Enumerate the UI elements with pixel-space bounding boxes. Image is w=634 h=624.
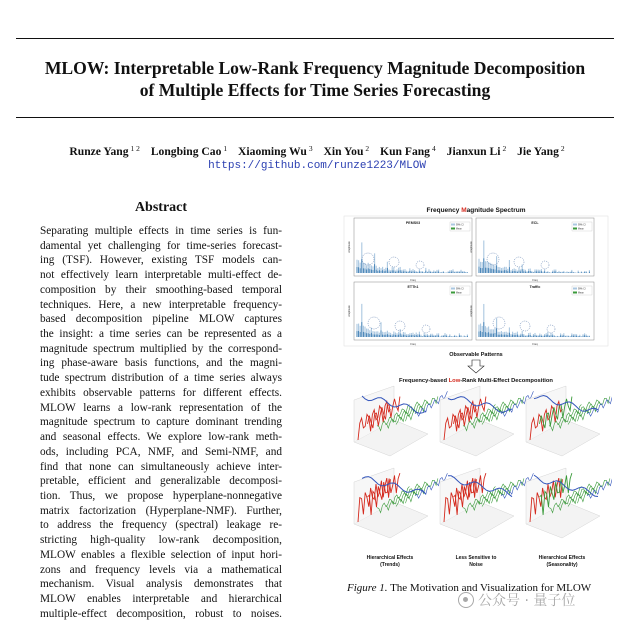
observable-patterns-label: Observable Patterns: [449, 352, 503, 358]
spectrum-title-part: Frequency: [426, 207, 462, 214]
legend-label: Mean: [456, 228, 462, 231]
abstract-line: find that none can simultaneously achieve inter-: [40, 460, 282, 473]
effect-label: Hierarchical Effects: [366, 555, 414, 561]
abstract-line: not effectively learn interpretable multi-effect de-: [40, 269, 282, 282]
spectrum-title: [427, 207, 526, 214]
abstract-line: ing phase-aware basis functions, and the magni-: [40, 357, 282, 370]
decomposition-title-part: -Rank Multi-Effect Decomposition: [460, 378, 553, 384]
wechat-icon: [458, 592, 474, 608]
author: Longbing Cao $^1$: [150, 144, 228, 158]
abstract-line: and seasonal effects. We explore low-rank meth-: [40, 431, 282, 444]
abstract-line: magnitude spectrum to capture dominant trending: [40, 416, 282, 429]
legend-swatch-ci: [451, 224, 455, 226]
abstract-line: ing (TSF). However, existing TSF models can-: [40, 254, 282, 267]
watermark: [458, 590, 575, 610]
legend-label: 99% CI: [578, 224, 586, 227]
abstract-line: multiple-effect decomposition, robust to noises.: [40, 607, 282, 620]
effect-label: Hierarchical Effects: [538, 555, 586, 561]
abstract-line: exhibits observable patterns for different effects.: [40, 386, 282, 399]
axis-label-y: Amplitude: [348, 241, 351, 253]
legend-label: 99% CI: [456, 288, 464, 291]
spectrum-title-part: agnitude Spectrum: [466, 207, 526, 214]
title-line-2: of Multiple Effects for Time Series Forecasting: [139, 80, 491, 100]
panel-title: Traffic: [529, 285, 541, 289]
abstract-line: stricting high-quality low-rank decomposition,: [40, 534, 282, 547]
figure-caption-label: Figure 1.: [347, 582, 388, 594]
abstract-line: to address the frequency (spectral) leakage re-: [40, 519, 282, 532]
legend-label: Mean: [578, 228, 584, 231]
legend-swatch-mean: [451, 292, 455, 294]
panel-title: ECL: [531, 221, 539, 225]
author: Jie Yang $^2$: [517, 144, 565, 158]
axis-label-y: Amplitude: [348, 305, 351, 317]
effect-label: (Seasonality): [546, 562, 578, 568]
author: Kun Fang $^4$: [380, 144, 436, 158]
legend-swatch-mean: [573, 228, 577, 230]
effect-label: (Trends): [380, 562, 400, 568]
abstract-line: ods, including PCA, NMF, and Semi-NMF, and: [40, 445, 282, 458]
down-arrow-icon: [468, 360, 484, 373]
effect-label: Less Sensitive to: [455, 555, 497, 561]
axis-label-x: Freq: [532, 279, 538, 282]
abstract-body: [40, 224, 282, 621]
axis-label-x: Freq: [410, 279, 416, 282]
abstract-line: damental yet challenging for time-series forecast-: [40, 239, 282, 252]
abstract-heading: Abstract: [134, 200, 188, 215]
abstract-line: mechanism. Visual analysis demonstrates that: [40, 578, 282, 591]
abstract-line: MLOW enables a flexible selection of input hori-: [40, 548, 282, 561]
paper-title: [16, 57, 614, 101]
abstract-line: techniques. Here, a new interpretable frequency-: [40, 298, 282, 311]
legend-swatch-mean: [451, 228, 455, 230]
legend-label: 99% CI: [456, 224, 464, 227]
github-link[interactable]: https://github.com/runze1223/MLOW: [208, 160, 426, 172]
abstract-line: based decomposition pipeline MLOW captures: [40, 313, 282, 326]
author-list: [0, 144, 634, 158]
axis-label-x: Freq: [410, 343, 416, 346]
abstract-line: composition by their smoothing-based temporal: [40, 283, 282, 296]
author: Xiaoming Wu $^3$: [238, 144, 313, 158]
decomposition-title-part: Low: [448, 378, 461, 384]
author: Runze Yang $^{1 2}$: [69, 144, 140, 158]
effect-label: Noise: [469, 562, 483, 568]
abstract-line: the insight: a time series can be represented as a: [40, 328, 282, 341]
panel-title: PEMS03: [405, 221, 421, 225]
author: Jianxun Li $^2$: [446, 144, 507, 158]
abstract-line: pretable, efficient and generalizable decomposi-: [40, 475, 282, 488]
abstract-line: Separating multiple effects in time series is fun-: [40, 225, 282, 237]
watermark-text: 公众号 · 量子位: [478, 593, 576, 609]
legend-label: Mean: [578, 292, 584, 295]
axis-label-y: Amplitude: [470, 241, 473, 253]
legend-swatch-ci: [573, 224, 577, 226]
title-rule-bottom: [16, 117, 614, 118]
axis-label-x: Freq: [532, 343, 538, 346]
abstract-line: matrix factorization (Hyperplane-NMF). Further,: [40, 504, 282, 517]
legend-swatch-ci: [573, 288, 577, 290]
decomposition-title: [399, 378, 553, 384]
decomposition-title-part: Frequency-based: [399, 378, 449, 384]
title-rule-top: [16, 38, 614, 39]
legend-label: Mean: [456, 292, 462, 295]
spectrum-title-part: M: [461, 207, 467, 214]
figure-motivation: [340, 200, 612, 580]
title-line-1: MLOW: Interpretable Low-Rank Frequency Magnitude Decomposition: [44, 58, 586, 78]
legend-label: 99% CI: [578, 288, 586, 291]
abstract-line: tion. Thus, we propose hyperplane-nonnegative: [40, 489, 282, 502]
abstract-line: tude spectrum distribution of a time series always: [40, 372, 282, 385]
abstract-line: MLOW learns a low-rank representation of the: [40, 401, 282, 414]
abstract-line: magnitude spectrum multiplied by the correspond-: [40, 342, 282, 355]
author: Xin You $^2$: [323, 144, 370, 158]
axis-label-y: Amplitude: [470, 305, 473, 317]
abstract-line: MLOW enables interpretable and hierarchical: [40, 592, 282, 605]
panel-title: ETTh1: [407, 285, 419, 289]
legend-swatch-ci: [451, 288, 455, 290]
figure-caption-text: The Motivation and Visualization for MLOW: [387, 582, 592, 594]
legend-swatch-mean: [573, 292, 577, 294]
abstract-line: zons and frequency levels via a mathematical: [40, 563, 282, 576]
